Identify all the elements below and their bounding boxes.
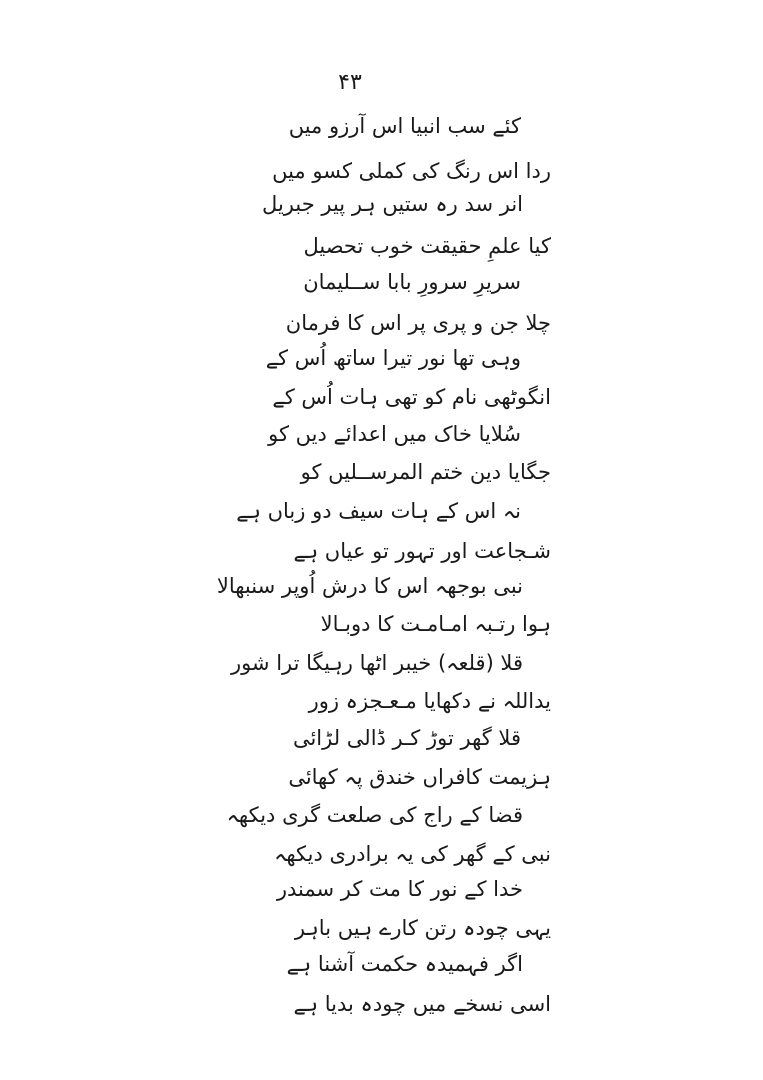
verse-line: کیا علمِ حقیقت خوب تحصیل — [303, 234, 551, 258]
verse-line: خدا کے نور کا مت کر سمندر — [276, 877, 523, 901]
verse-line: جگایا دین ختم المرســلیں کو — [300, 460, 551, 484]
verse-line: اگر فہمیدہ حکمت آشنا ہے — [286, 952, 523, 976]
verse-line: ہوا رتـبہ امـامـت کا دوبـالا — [320, 612, 551, 636]
verse-line: یداللہ نے دکھایا مـعـجزہ زور — [308, 689, 551, 713]
verse-line: شـجاعت اور تہور تو عیاں ہے — [293, 539, 551, 563]
verse-line: ہزیمت کافراں خندق پہ کھائی — [288, 765, 551, 789]
verse-line: ردا اس رنگ کی کملی کسو میں — [272, 159, 551, 183]
verse-line: چلا جن و پری پر اس کا فرمان — [285, 311, 551, 335]
page-number: ۴۳ — [338, 70, 362, 95]
verse-line: قلا گھر توڑ کـر ڈالی لڑائی — [292, 726, 521, 750]
verse-line: قلا (قلعہ) خیبر اٹھا رہیگا ترا شور — [230, 651, 523, 675]
verse-line: انر سد رہ ستیں ہر پیر جبریل — [262, 192, 523, 216]
verse-line: انگوٹھی نام کو تھی ہات اُس کے — [272, 385, 551, 409]
verse-line: نہ اس کے ہات سیف دو زباں ہے — [236, 499, 521, 523]
verse-line: نبی کے گھر کی یہ برادری دیکھہ — [274, 842, 551, 866]
verse-line: کئے سب انبیا اس آرزو میں — [288, 114, 521, 138]
verse-line: قضا کے راج کی صلعت گری دیکھہ — [226, 803, 523, 827]
verse-line: سُلایا خاک میں اعدائے دیں کو — [268, 422, 521, 446]
verse-line: نبی بوجھہ اس کا درش اُوپر سنبھالا — [216, 574, 523, 598]
verse-line: یہی چودہ رتن کارے ہیں باہر — [294, 916, 551, 940]
verse-line: وہی تھا نور تیرا ساتھ اُس کے — [265, 346, 521, 370]
verse-line: سریرِ سرورِ بابا ســلیمان — [303, 270, 521, 294]
verse-line: اسی نسخے میں چودہ بدیا ہے — [293, 992, 551, 1016]
